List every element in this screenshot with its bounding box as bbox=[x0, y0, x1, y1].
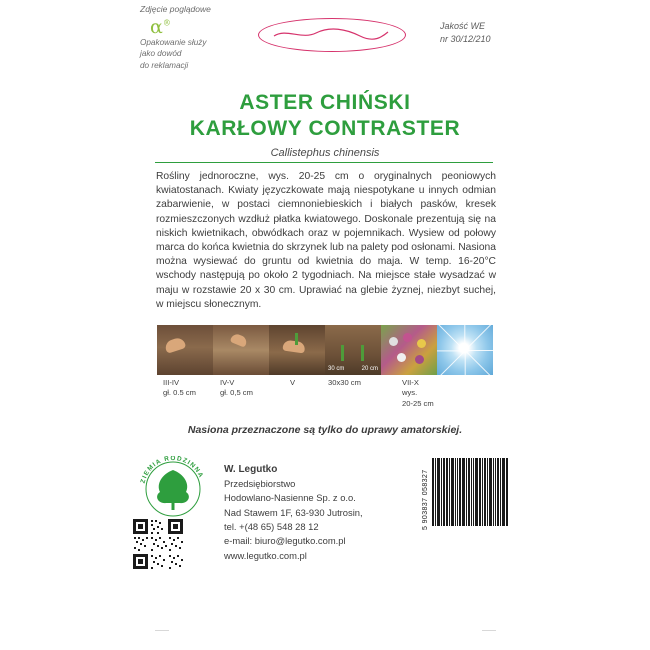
oval-stamp-icon bbox=[258, 18, 406, 52]
alpha-line-3: do reklamacji bbox=[140, 60, 189, 70]
picto-label-3-line1: 30x30 cm bbox=[328, 378, 361, 387]
picto-label-4-line1: VII-X bbox=[402, 378, 419, 387]
pictogram-labels bbox=[157, 378, 507, 418]
description-text: Rośliny jednoroczne, wys. 20-25 cm o oryginalnych peoniowych kwiatostanach. Kwiaty języczkowate mają niespotykane u innych odmian zabarwienie, w postaci ciemnoniebieskich i białych pasków, kresek rozmieszczonych wzdłuż płatka kwiatowego. Doskonale prezentują się na niskich kwietnikach, obwódkach oraz w pojemnikach. Wysiew od połowy marca do końca kwietnia do skrzynek lub na palety pod osłonami. Nasiona można wysiewać do gruntu od kwietnia do maja. W temp. 16-20°C wschody następują po około 2 tygodniach. Na miejsce stałe wysadzać w maju w rozstawie 20 x 30 cm. Uprawiać na glebie żyznej, niezbyt suchej, w miejscu słonecznym. bbox=[156, 171, 496, 310]
quality-line-1: Jakość WE bbox=[440, 21, 486, 31]
company-line-4: tel. +(48 65) 548 28 12 bbox=[224, 521, 319, 533]
company-logo bbox=[132, 456, 214, 518]
alpha-line-2: jako dowód bbox=[140, 49, 182, 59]
planting-picto bbox=[269, 325, 325, 375]
flowers-picto bbox=[381, 325, 437, 375]
alpha-guarantee-block bbox=[140, 18, 260, 71]
qr-code-icon bbox=[132, 518, 184, 570]
crop-mark-right bbox=[482, 630, 496, 631]
barcode-number: 5 903837 058327 bbox=[422, 469, 429, 530]
sowing-into-ground-picto bbox=[213, 325, 269, 375]
company-address bbox=[224, 462, 363, 563]
picto-label-4-line2: wys. bbox=[402, 388, 418, 398]
company-line-3: Nad Stawem 1F, 63-930 Jutrosin, bbox=[224, 506, 363, 518]
spacing-left-label: 30 cm bbox=[328, 366, 345, 372]
pictogram-strip bbox=[157, 325, 493, 375]
amateur-use-note: Nasiona przeznaczone są tylko do uprawy amatorskiej. bbox=[187, 424, 463, 436]
sun-position-picto bbox=[437, 325, 493, 375]
picto-label-1 bbox=[220, 378, 276, 399]
tree-logo-icon bbox=[132, 456, 214, 518]
latin-name: Callistephus chinensis bbox=[270, 147, 380, 160]
registered-icon: ® bbox=[162, 18, 171, 28]
spacing-right-label: 20 cm bbox=[361, 366, 378, 372]
picto-label-0-line1: III-IV bbox=[163, 378, 180, 387]
title-block bbox=[0, 90, 650, 159]
picto-label-3 bbox=[328, 378, 388, 388]
title-divider bbox=[155, 162, 493, 163]
crop-mark-left bbox=[155, 630, 169, 631]
company-line-5: e-mail: biuro@legutko.com.pl bbox=[224, 535, 346, 547]
picto-label-2 bbox=[290, 378, 330, 388]
picto-label-2-line1: V bbox=[290, 378, 296, 387]
spacing-picto bbox=[325, 325, 381, 375]
product-title-line-2: KARŁOWY CONTRASTER bbox=[189, 116, 461, 140]
picto-label-1-line1: IV-V bbox=[220, 378, 235, 387]
picto-label-0-line2: gł. 0.5 cm bbox=[163, 388, 196, 398]
picto-label-4 bbox=[402, 378, 466, 409]
company-line-2: Hodowlano-Nasienne Sp. z o.o. bbox=[224, 492, 356, 504]
picto-label-0 bbox=[163, 378, 219, 399]
picto-label-1-line2: gł. 0,5 cm bbox=[220, 388, 253, 398]
company-line-6: www.legutko.com.pl bbox=[224, 549, 307, 561]
quality-block bbox=[440, 20, 491, 46]
alpha-line-1: Opakowanie służy bbox=[140, 38, 207, 47]
logo-arc-text: ZIEMIA RODZINNA bbox=[139, 456, 205, 485]
product-title-line-1: ASTER CHIŃSKI bbox=[239, 91, 411, 114]
alpha-icon: α® bbox=[150, 16, 171, 38]
company-line-1: Przedsiębiorstwo bbox=[224, 478, 296, 490]
quality-line-2: nr 30/12/210 bbox=[440, 34, 491, 45]
barcode bbox=[420, 458, 532, 530]
sowing-under-cover-picto bbox=[157, 325, 213, 375]
company-name: W. Legutko bbox=[224, 464, 278, 475]
qr-code bbox=[132, 518, 184, 570]
photo-note: Zdjęcie poglądowe bbox=[140, 4, 211, 14]
oval-scribble-icon bbox=[272, 27, 390, 41]
picto-label-4-line3: 20-25 cm bbox=[402, 398, 434, 408]
barcode-bars bbox=[432, 458, 530, 526]
